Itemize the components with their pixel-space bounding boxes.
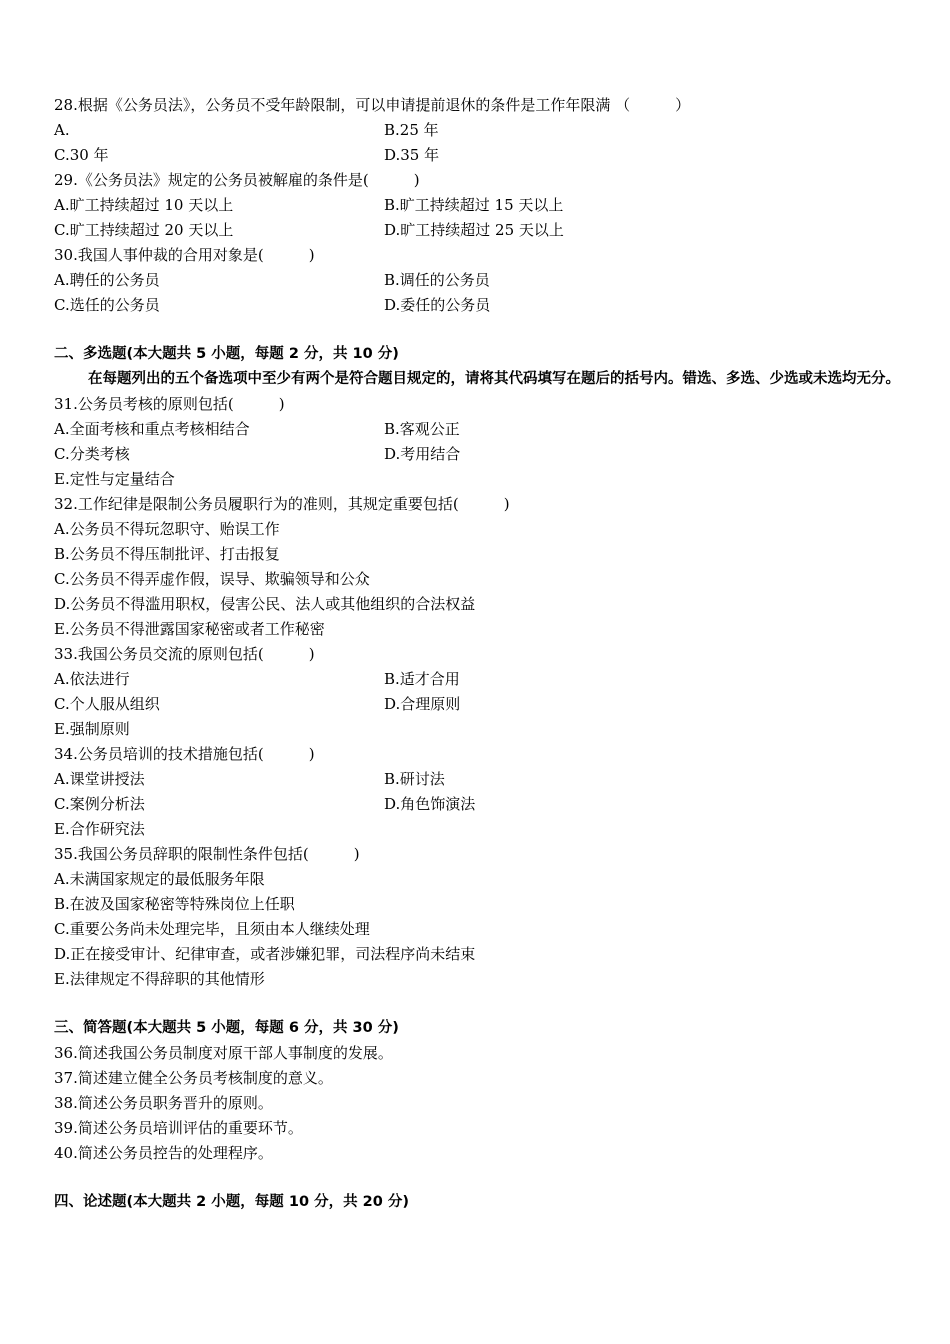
option-a: A.依法进行 bbox=[54, 670, 130, 688]
question-28-stem: 28.根据《公务员法》，公务员不受年龄限制，可以申请提前退休的条件是工作年限满 （ ） bbox=[54, 96, 691, 114]
option-a: A.课堂讲授法 bbox=[54, 770, 145, 788]
option-d: D.委任的公务员 bbox=[384, 296, 491, 314]
section-gap bbox=[54, 318, 914, 342]
question-28-options-row-2 bbox=[54, 143, 914, 168]
question-33-stem: 33.我国公务员交流的原则包括( ) bbox=[54, 645, 315, 663]
question-30-stem: 30.我国人事仲裁的合用对象是( ) bbox=[54, 246, 315, 264]
section-2-title: 二、多选题(本大题共 5 小题，每题 2 分，共 10 分) bbox=[54, 346, 399, 362]
option-c: C.个人服从组织 bbox=[54, 695, 160, 713]
question-33-options-row-1 bbox=[54, 667, 914, 692]
option-a: A.未满国家规定的最低服务年限 bbox=[54, 870, 265, 888]
option-a: A. bbox=[54, 121, 70, 139]
question-30-options-row-1 bbox=[54, 268, 914, 293]
question-29-stem: 29.《公务员法》规定的公务员被解雇的条件是( ) bbox=[54, 171, 420, 189]
question-33-options-row-2 bbox=[54, 692, 914, 717]
question-37: 37.简述建立健全公务员考核制度的意义。 bbox=[54, 1069, 333, 1087]
option-e: E.合作研究法 bbox=[54, 820, 145, 838]
option-c: C.旷工持续超过 20 天以上 bbox=[54, 221, 234, 239]
question-35-stem: 35.我国公务员辞职的限制性条件包括( ) bbox=[54, 845, 360, 863]
option-b: B.客观公正 bbox=[384, 420, 460, 438]
question-28-options-row-1 bbox=[54, 118, 914, 143]
question-31-stem: 31.公务员考核的原则包括( ) bbox=[54, 395, 285, 413]
question-31-options-row-2 bbox=[54, 442, 914, 467]
option-a: A.全面考核和重点考核相结合 bbox=[54, 420, 250, 438]
option-c: C.公务员不得弄虚作假，误导、欺骗领导和公众 bbox=[54, 570, 370, 588]
section-4-title: 四、论述题(本大题共 2 小题，每题 10 分，共 20 分) bbox=[54, 1194, 409, 1210]
option-d: D.角色饰演法 bbox=[384, 795, 476, 813]
option-b: B.适才合用 bbox=[384, 670, 460, 688]
question-32-stem: 32.工作纪律是限制公务员履职行为的准则，其规定重要包括( ) bbox=[54, 495, 510, 513]
option-d: D.旷工持续超过 25 天以上 bbox=[384, 221, 564, 239]
option-c: C.分类考核 bbox=[54, 445, 130, 463]
question-38: 38.简述公务员职务晋升的原则。 bbox=[54, 1094, 273, 1112]
question-29-options-row-2 bbox=[54, 218, 914, 243]
question-40: 40.简述公务员控告的处理程序。 bbox=[54, 1144, 273, 1162]
option-d: D.合理原则 bbox=[384, 695, 461, 713]
option-a: A.公务员不得玩忽职守、贻误工作 bbox=[54, 520, 280, 538]
option-b: B.在波及国家秘密等特殊岗位上任职 bbox=[54, 895, 295, 913]
option-c: C.选任的公务员 bbox=[54, 296, 160, 314]
option-d: D.考用结合 bbox=[384, 445, 461, 463]
option-c: C.重要公务尚未处理完毕，且须由本人继续处理 bbox=[54, 920, 370, 938]
section-3-title: 三、简答题(本大题共 5 小题，每题 6 分，共 30 分) bbox=[54, 1020, 399, 1036]
exam-page bbox=[54, 93, 914, 1215]
option-e: E.法律规定不得辞职的其他情形 bbox=[54, 970, 265, 988]
option-d: D.正在接受审计、纪律审查，或者涉嫌犯罪，司法程序尚未结束 bbox=[54, 945, 476, 963]
option-b: B.旷工持续超过 15 天以上 bbox=[384, 196, 564, 214]
question-39: 39.简述公务员培训评估的重要环节。 bbox=[54, 1119, 303, 1137]
option-b: B.调任的公务员 bbox=[384, 271, 490, 289]
question-31-options-row-1 bbox=[54, 417, 914, 442]
option-b: B.公务员不得压制批评、打击报复 bbox=[54, 545, 280, 563]
question-36: 36.简述我国公务员制度对原干部人事制度的发展。 bbox=[54, 1044, 393, 1062]
option-e: E.强制原则 bbox=[54, 720, 130, 738]
option-e: E.定性与定量结合 bbox=[54, 470, 175, 488]
option-b: B.25 年 bbox=[384, 121, 439, 139]
option-d: D.35 年 bbox=[384, 146, 440, 164]
option-d: D.公务员不得滥用职权，侵害公民、法人或其他组织的合法权益 bbox=[54, 595, 476, 613]
option-c: C.案例分析法 bbox=[54, 795, 145, 813]
option-e: E.公务员不得泄露国家秘密或者工作秘密 bbox=[54, 620, 325, 638]
section-gap bbox=[54, 992, 914, 1016]
question-29-options-row-1 bbox=[54, 193, 914, 218]
option-c: C.30 年 bbox=[54, 146, 109, 164]
question-30-options-row-2 bbox=[54, 293, 914, 318]
question-34-options-row-2 bbox=[54, 792, 914, 817]
option-a: A.聘任的公务员 bbox=[54, 271, 160, 289]
question-34-stem: 34.公务员培训的技术措施包括( ) bbox=[54, 745, 315, 763]
option-a: A.旷工持续超过 10 天以上 bbox=[54, 196, 234, 214]
question-34-options-row-1 bbox=[54, 767, 914, 792]
option-b: B.研讨法 bbox=[384, 770, 445, 788]
section-2-instructions: 在每题列出的五个备选项中至少有两个是符合题目规定的，请将其代码填写在题后的括号内。错选、多选、少选或未选均无分。 bbox=[88, 371, 900, 387]
section-gap bbox=[54, 1166, 914, 1190]
